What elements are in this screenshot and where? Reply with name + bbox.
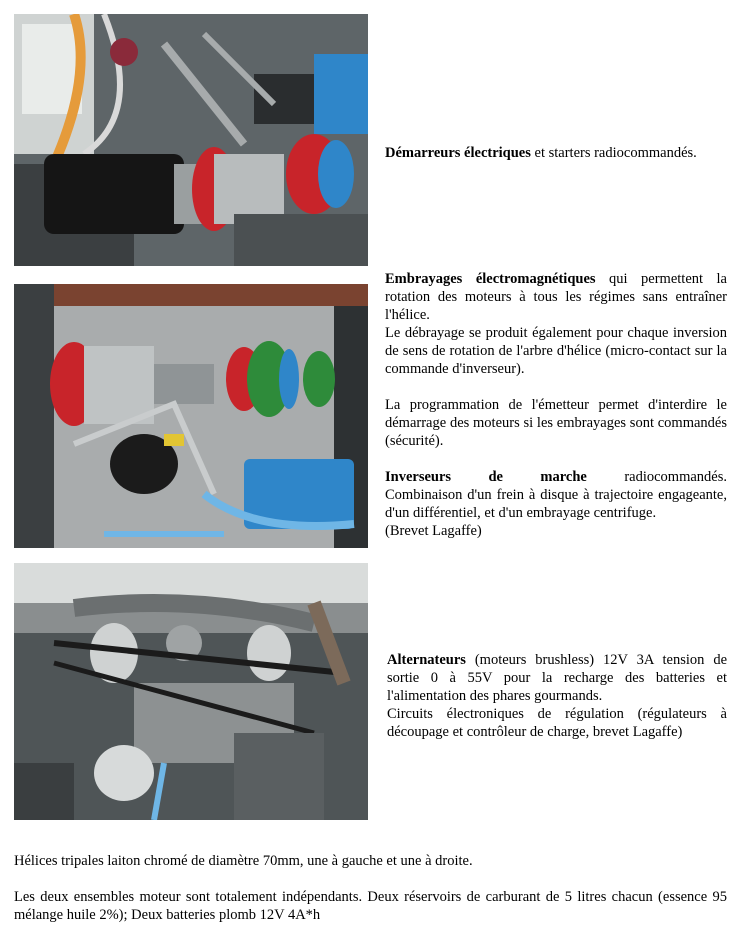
photo-alternators (14, 563, 368, 820)
photo-clutches (14, 284, 368, 548)
alternators-title: Alternateurs (387, 652, 466, 668)
caption-clutches (385, 270, 727, 540)
reversers-description: Combinaison d'un frein à disque à trajectoire engageante, d'un différentiel, et d'un embrayage centrifuge. (385, 487, 727, 521)
caption-starters-body: et starters radiocommandés. (530, 145, 697, 161)
reversers-title: Inverseurs de marche (385, 469, 587, 485)
clutches-declutch-text: Le débrayage se produit également pour chaque inversion de sens de rotation de l'arbre d'hélice (micro-contact sur la commande d'inverseur). (385, 325, 727, 377)
alternators-regulation-text: Circuits électroniques de régulation (régulateurs à découpage et contrôleur de charge, brevet Lagaffe) (387, 706, 727, 740)
propellers-text: Hélices tripales laiton chromé de diamètre 70mm, une à gauche et une à droite. (14, 853, 473, 869)
caption-starters (385, 144, 727, 162)
caption-alternators (387, 651, 727, 741)
alternators-body: (moteurs brushless) 12V 3A tension de sortie 0 à 55V pour la recharge des batteries et l'alimentation des phares gourmands. (387, 652, 727, 704)
photo-starters (14, 14, 368, 266)
reversers-patent: (Brevet Lagaffe) (385, 523, 482, 539)
reversers-body: radiocommandés. (586, 469, 727, 485)
caption-starters-title: Démarreurs électriques (385, 145, 531, 161)
clutches-title: Embrayages électromagnétiques (385, 271, 596, 287)
independence-text: Les deux ensembles moteur sont totalement indépendants. Deux réservoirs de carburant de 5 litres chacun (essence 95 mélange huile 2%); Deux batteries plomb 12V 4A*h (14, 889, 727, 923)
footer-text (14, 852, 727, 924)
clutches-programming-text: La programmation de l'émetteur permet d'interdire le démarrage des moteurs si les embrayages sont commandés (sécurité). (385, 397, 727, 449)
clutches-body: qui permettent la rotation des moteurs à tous les régimes sans entraîner l'hélice. (385, 271, 727, 323)
